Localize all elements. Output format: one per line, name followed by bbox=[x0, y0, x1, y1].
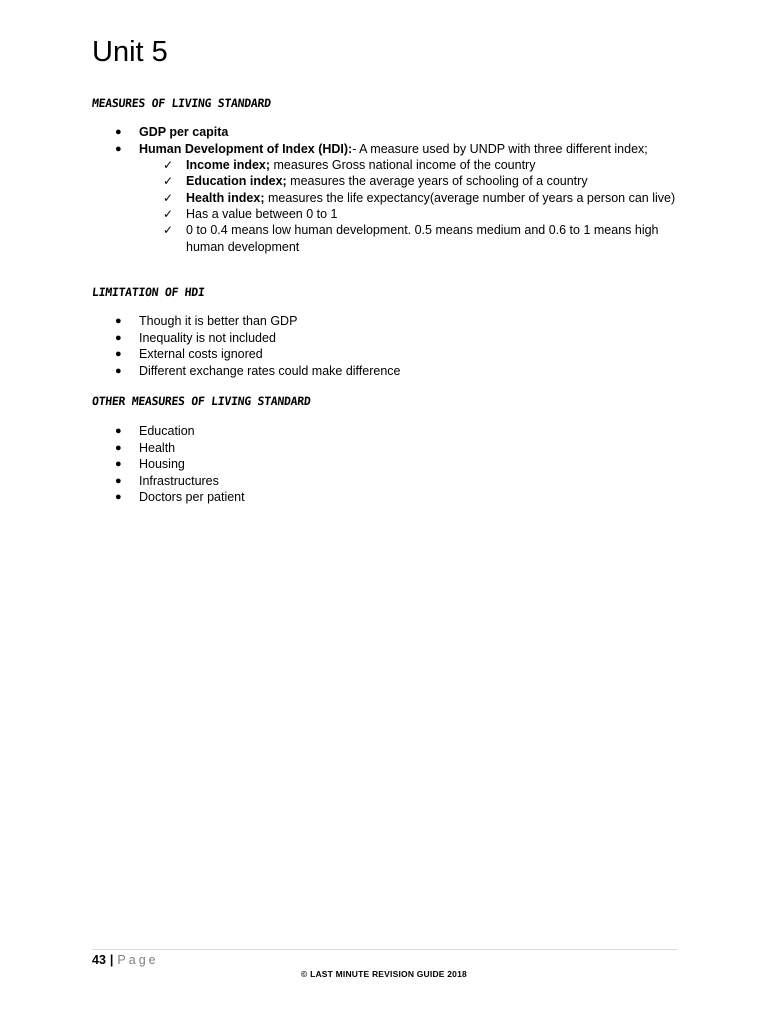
education-index-description: measures the average years of schooling of a country bbox=[286, 174, 588, 189]
income-index-description: measures Gross national income of the country bbox=[270, 158, 536, 173]
hdi-levels-text: 0 to 0.4 means low human development. 0.5 means medium and 0.6 to 1 means high human development bbox=[186, 223, 659, 254]
section-heading-limitation: LIMITATION OF HDI bbox=[91, 285, 206, 299]
bullet-icon: ● bbox=[115, 491, 122, 504]
section-heading-measures: MEASURES OF LIVING STANDARD bbox=[91, 96, 272, 110]
list-item-text: Though it is better than GDP bbox=[139, 314, 298, 328]
page-number-separator: | bbox=[109, 953, 114, 967]
bullet-icon: ● bbox=[115, 142, 122, 155]
list-item-text: External costs ignored bbox=[139, 347, 263, 362]
measures-list bbox=[0, 124, 768, 255]
bullet-icon: ● bbox=[115, 441, 122, 454]
bullet-icon: ● bbox=[115, 474, 122, 487]
hdi-term: Human Development of Index (HDI): bbox=[139, 141, 353, 156]
bullet-icon: ● bbox=[115, 331, 122, 344]
gdp-per-capita-text: GDP per capita bbox=[139, 125, 229, 139]
other-measures-list bbox=[0, 423, 768, 506]
bullet-icon: ● bbox=[115, 364, 122, 377]
sub-list-item bbox=[0, 206, 686, 222]
check-icon: ✓ bbox=[163, 158, 174, 173]
list-item bbox=[0, 489, 768, 506]
list-item bbox=[0, 440, 768, 457]
list-item-text: Housing bbox=[139, 457, 185, 472]
list-item bbox=[0, 141, 768, 255]
hdi-sub-list bbox=[139, 157, 768, 255]
page-number-value: 43 bbox=[92, 953, 106, 967]
check-icon: ✓ bbox=[163, 174, 174, 189]
sub-list-item bbox=[0, 173, 686, 189]
list-item-text: Inequality is not included bbox=[139, 330, 276, 345]
health-index-description: measures the life expectancy(average number of years a person can live) bbox=[264, 190, 676, 205]
list-item bbox=[0, 363, 768, 380]
bullet-icon: ● bbox=[115, 126, 122, 138]
list-item bbox=[0, 124, 768, 141]
health-index-term: Health index; bbox=[186, 190, 265, 205]
sub-list-item bbox=[0, 222, 686, 255]
list-item bbox=[0, 313, 768, 330]
bullet-icon: ● bbox=[115, 425, 122, 437]
list-item-text: Doctors per patient bbox=[139, 490, 245, 505]
limitation-list bbox=[0, 313, 768, 379]
bullet-icon: ● bbox=[115, 315, 122, 327]
education-index-term: Education index; bbox=[186, 174, 287, 189]
copyright-notice: © LAST MINUTE REVISION GUIDE 2018 bbox=[301, 969, 467, 979]
list-item bbox=[0, 423, 768, 440]
bullet-icon: ● bbox=[115, 348, 122, 361]
page-word: Page bbox=[117, 953, 159, 967]
list-item bbox=[0, 473, 768, 490]
list-item-text: Education bbox=[139, 424, 195, 438]
section-heading-other-measures: OTHER MEASURES OF LIVING STANDARD bbox=[91, 394, 312, 408]
footer-divider bbox=[92, 949, 677, 950]
page-title: Unit 5 bbox=[92, 36, 168, 68]
income-index-term: Income index; bbox=[186, 158, 271, 173]
sub-list-item bbox=[0, 190, 686, 206]
sub-list-item bbox=[0, 157, 686, 173]
list-item-text: Different exchange rates could make difference bbox=[139, 363, 401, 378]
page-number bbox=[92, 953, 159, 967]
bullet-icon: ● bbox=[115, 458, 122, 471]
list-item bbox=[0, 330, 768, 347]
list-item-text: Infrastructures bbox=[139, 473, 219, 488]
hdi-description: - A measure used by UNDP with three different index; bbox=[352, 141, 648, 156]
list-item bbox=[0, 456, 768, 473]
check-icon: ✓ bbox=[163, 223, 174, 238]
hdi-range-text: Has a value between 0 to 1 bbox=[186, 207, 338, 222]
check-icon: ✓ bbox=[163, 190, 174, 205]
list-item-text: Health bbox=[139, 440, 176, 455]
check-icon: ✓ bbox=[163, 207, 174, 222]
list-item bbox=[0, 346, 768, 363]
